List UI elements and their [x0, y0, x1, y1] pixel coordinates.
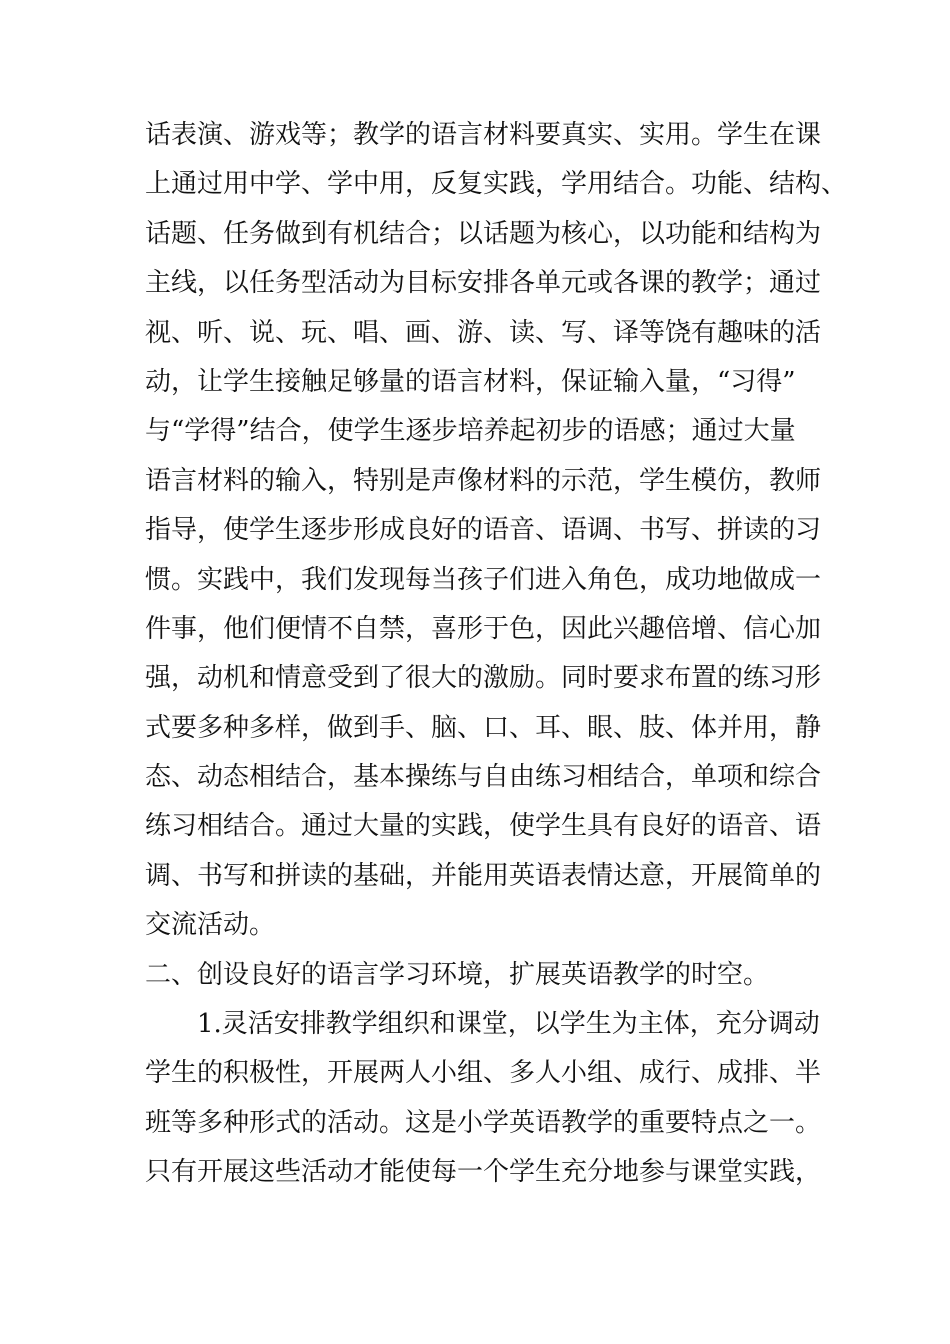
text-line: 只有开展这些活动才能使每一个学生充分地参与课堂实践，: [145, 1157, 822, 1188]
text-line: 指导，使学生逐步形成良好的语音、语调、书写、拼读的习: [145, 515, 822, 546]
text-line: 语言材料的输入，特别是声像材料的示范，学生模仿，教师: [145, 465, 822, 496]
text-line: 主线，以任务型活动为目标安排各单元或各课的教学；通过: [145, 268, 822, 299]
text-line-indented: 1.灵活安排教学组织和课堂，以学生为主体，充分调动: [197, 1009, 820, 1040]
text-line: 话题、任务做到有机结合；以话题为核心，以功能和结构为: [145, 218, 822, 249]
text-line: 学生的积极性，开展两人小组、多人小组、成行、成排、半: [145, 1058, 822, 1089]
body-text: [145, 111, 848, 1198]
text-line: 强，动机和情意受到了很大的激励。同时要求布置的练习形: [145, 663, 822, 694]
text-line: 动，让学生接触足够量的语言材料，保证输入量，“习得”: [145, 366, 796, 397]
text-line: 调、书写和拼读的基础，并能用英语表情达意，开展简单的: [145, 860, 822, 891]
text-line: 交流活动。: [145, 910, 276, 941]
text-line: 话表演、游戏等；教学的语言材料要真实、实用。学生在课: [145, 120, 822, 150]
text-line: 练习相结合。通过大量的实践，使学生具有良好的语音、语: [145, 811, 822, 842]
text-line: 件事，他们便情不自禁，喜形于色，因此兴趣倍增、信心加: [145, 613, 822, 644]
text-line: 上通过用中学、学中用，反复实践，学用结合。功能、结构、: [145, 169, 848, 200]
text-line: 视、听、说、玩、唱、画、游、读、写、译等饶有趣味的活: [145, 317, 822, 348]
text-line: 班等多种形式的活动。这是小学英语教学的重要特点之一。: [145, 1107, 822, 1138]
text-line: 态、动态相结合，基本操练与自由练习相结合，单项和综合: [145, 762, 822, 793]
text-line: 与“学得”结合，使学生逐步培养起初步的语感；通过大量: [145, 416, 796, 447]
text-line: 式要多种多样，做到手、脑、口、耳、眼、肢、体并用，静: [145, 712, 822, 743]
section-heading: 二、创设良好的语言学习环境，扩展英语教学的时空。: [145, 959, 770, 990]
text-line: 惯。实践中，我们发现每当孩子们进入角色，成功地做成一: [145, 564, 822, 595]
